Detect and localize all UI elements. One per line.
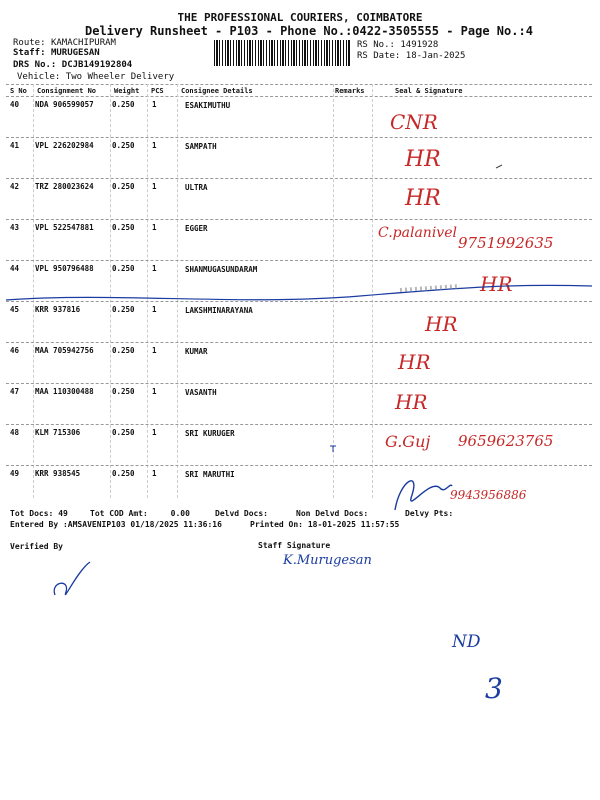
- row-pcs: 1: [152, 182, 157, 191]
- row-sno: 43: [10, 223, 20, 232]
- row-weight: 0.250: [112, 469, 135, 478]
- staff-signature: K.Murugesan: [283, 553, 372, 568]
- row-pcs: 1: [152, 387, 157, 396]
- row-consignee: SHANMUGASUNDARAM: [185, 265, 258, 274]
- row-sno: 40: [10, 100, 20, 109]
- tot-cod: Tot COD Amt: 0.00: [90, 509, 190, 518]
- row-consignment: KRR 938545: [35, 469, 81, 478]
- drs-line: DRS No.: DCJB149192804: [13, 60, 133, 70]
- col-sno: S No: [10, 87, 27, 95]
- delvy-pts-label: Delvy Pts:: [405, 509, 454, 518]
- row-pcs: 1: [152, 141, 157, 150]
- handwritten-number: 3: [485, 672, 503, 705]
- row-consignee: SRI KURUGER: [185, 429, 235, 438]
- row-sno: 47: [10, 387, 20, 396]
- row-pcs: 1: [152, 469, 157, 478]
- row-consignee: ESAKIMUTHU: [185, 101, 231, 110]
- row-weight: 0.250: [112, 100, 135, 109]
- printed-on-value: 18-01-2025 11:57:55: [307, 520, 400, 529]
- vehicle-value: Two Wheeler Delivery: [65, 72, 175, 82]
- row-weight: 0.250: [112, 346, 135, 355]
- company-name: THE PROFESSIONAL COURIERS, COIMBATORE: [177, 11, 423, 24]
- staff-value: MURUGESAN: [50, 48, 100, 58]
- row-signature: HR: [480, 272, 513, 296]
- row-pcs: 1: [152, 100, 157, 109]
- entered-by-value: AMSAVENIP103 01/18/2025 11:36:16: [67, 520, 222, 529]
- row-weight: 0.250: [112, 264, 135, 273]
- row-consignment: NDA 906599057: [35, 100, 94, 109]
- row-signature: HR: [405, 186, 441, 211]
- row-sno: 44: [10, 264, 20, 273]
- vehicle-line: Vehicle: Two Wheeler Delivery: [17, 72, 175, 82]
- row-consignment: VPL 226202984: [35, 141, 94, 150]
- row-consignee: VASANTH: [185, 388, 217, 397]
- col-signature: Seal & Signature: [395, 87, 463, 95]
- row-consignment: MAA 110300488: [35, 387, 94, 396]
- row-sno: 48: [10, 428, 20, 437]
- row-signature: CNR: [390, 110, 438, 134]
- staff-signature-label: Staff Signature: [258, 541, 331, 550]
- row-consignee: SRI MARUTHI: [185, 470, 235, 479]
- row-signature: C.palanivel: [378, 225, 457, 241]
- row-consignee: ULTRA: [185, 183, 208, 192]
- row-signature: HR: [395, 390, 428, 414]
- row-weight: 0.250: [112, 305, 135, 314]
- row-pcs: 1: [152, 223, 157, 232]
- row-sno: 49: [10, 469, 20, 478]
- row-weight: 0.250: [112, 223, 135, 232]
- row-phone: 9659623765: [458, 432, 554, 450]
- col-consignee: Consignee Details: [181, 87, 253, 95]
- row-consignment: KLM 715306: [35, 428, 81, 437]
- rs-date-value: 18-Jan-2025: [405, 51, 466, 61]
- tot-docs-value: 49: [58, 509, 68, 518]
- row-consignee: EGGER: [185, 224, 208, 233]
- col-weight: Weight: [114, 87, 140, 95]
- route-value: KAMACHIPURAM: [50, 38, 116, 48]
- row-signature: HR: [425, 312, 458, 336]
- row-pcs: 1: [152, 346, 157, 355]
- col-consignment: Consignment No: [37, 87, 97, 95]
- row-sno: 45: [10, 305, 20, 314]
- row-phone: 9943956886: [450, 488, 527, 502]
- row-pcs: 1: [152, 305, 157, 314]
- entered-by-line: Entered By :AMSAVENIP103 01/18/2025 11:36:16: [10, 520, 222, 529]
- verified-by-label: Verified By: [10, 542, 63, 551]
- handwritten-note: ND: [452, 632, 481, 652]
- row-consignment: VPL 522547881: [35, 223, 94, 232]
- row-consignment: MAA 705942756: [35, 346, 94, 355]
- row-phone: 9751992635: [458, 234, 554, 252]
- totals-line: Tot Docs: 49: [10, 509, 68, 518]
- runsheet-title: Delivery Runsheet - P103 - Phone No.:0422-3505555 - Page No.:4: [85, 24, 533, 38]
- rs-no-line: RS No.: 1491928: [357, 40, 439, 50]
- row-sno: 41: [10, 141, 20, 150]
- rs-date-line: RS Date: 18-Jan-2025: [357, 51, 466, 61]
- col-remarks: Remarks: [335, 87, 365, 95]
- row-weight: 0.250: [112, 387, 135, 396]
- row-weight: 0.250: [112, 182, 135, 191]
- staff-line: Staff: MURUGESAN: [13, 48, 100, 58]
- row-consignee: KUMAR: [185, 347, 208, 356]
- delvd-docs-label: Delvd Docs:: [215, 509, 268, 518]
- non-delvd-docs-label: Non Delvd Docs:: [296, 509, 369, 518]
- row-pcs: 1: [152, 264, 157, 273]
- row-consignment: TRZ 280023624: [35, 182, 94, 191]
- row-consignee: SAMPATH: [185, 142, 217, 151]
- row-consignment: VPL 950796488: [35, 264, 94, 273]
- route-line: Route: KAMACHIPURAM: [13, 38, 116, 48]
- row-consignee: LAKSHMINARAYANA: [185, 306, 253, 315]
- row-weight: 0.250: [112, 428, 135, 437]
- row-weight: 0.250: [112, 141, 135, 150]
- row-signature: HR: [405, 147, 441, 172]
- drs-value: DCJB149192804: [61, 60, 133, 70]
- rs-no-value: 1491928: [400, 40, 439, 50]
- printed-on-line: Printed On: 18-01-2025 11:57:55: [250, 520, 400, 529]
- row-sno: 42: [10, 182, 20, 191]
- row-pcs: 1: [152, 428, 157, 437]
- row-consignment: KRR 937816: [35, 305, 81, 314]
- row-signature: HR: [398, 350, 431, 374]
- col-pcs: PCS: [151, 87, 164, 95]
- tot-cod-value: 0.00: [170, 509, 190, 518]
- row-signature: G.Guj: [385, 432, 431, 451]
- row-sno: 46: [10, 346, 20, 355]
